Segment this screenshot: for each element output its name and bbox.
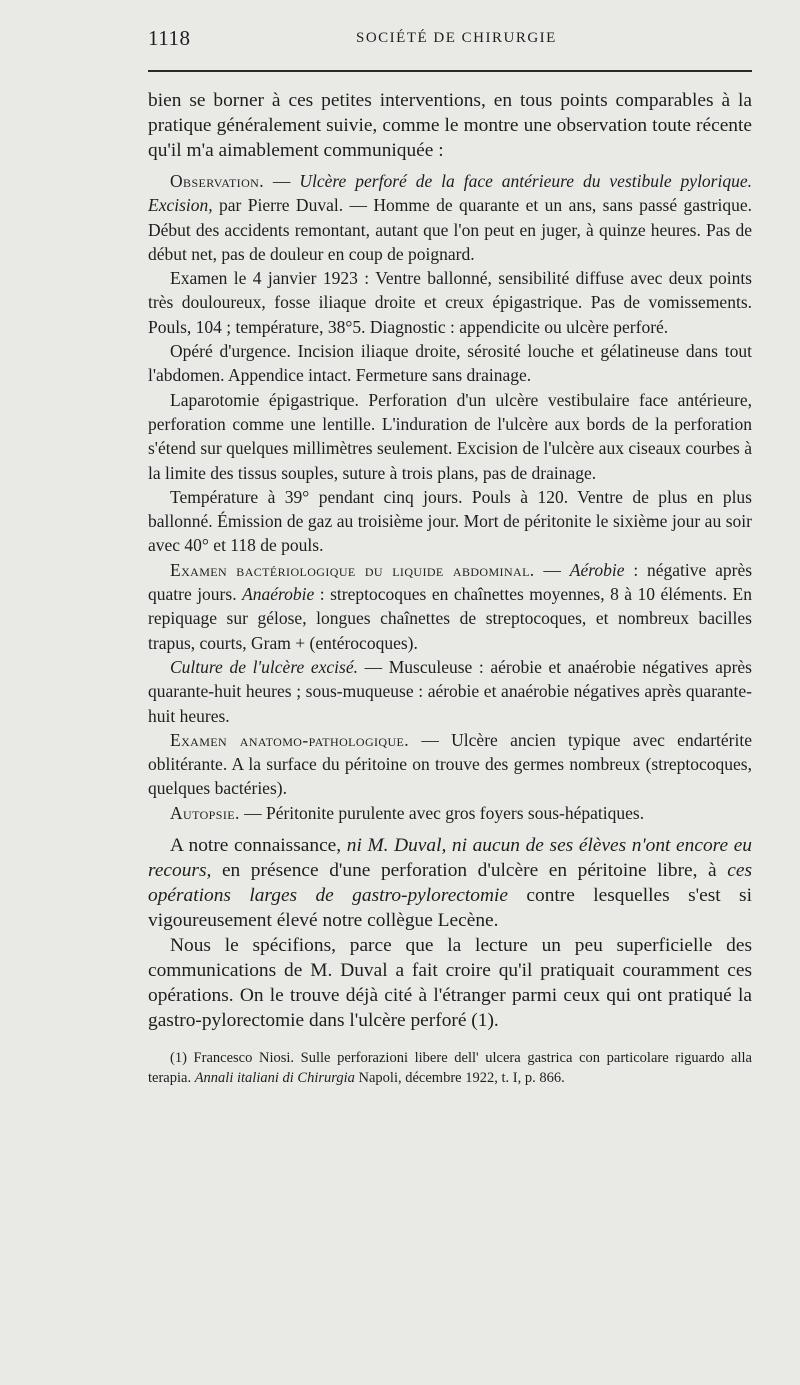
conclusion-paragraph-2: Nous le spécifions, parce que la lecture un peu superficielle des communications de M. Duval a fait croire qu'il pratiquait couramment ces opérations. On le trouve déjà cité à l'étranger parmi ceux qui ont pratiqué la gastro-pylorectomie dans l'ulcère perforé (1). (148, 935, 752, 1032)
conclusion-italic: ni M. Duval, ni aucun de ses élèves n'ont encore eu recours, (148, 835, 752, 882)
page-number: 1118 (148, 26, 191, 50)
autopsy-text: — Péritonite purulente avec gros foyers sous-hépatiques. (239, 802, 645, 823)
pathology-text: — Ulcère ancien typique avec endartérite oblitérante. A la surface du péritoine on trouve des germes nombreux (streptocoques, quelques bactéries). (148, 729, 752, 799)
observation-label: Observation. (170, 171, 264, 191)
footnote (148, 1049, 752, 1088)
pathology-paragraph (148, 728, 752, 801)
culture-text: — Musculeuse : aérobie et anaérobie négatives après quarante-huit heures ; sous-muqueuse : aérobie et anaérobie négatives après quarante-huit heures. (148, 656, 752, 726)
pathology-label: Examen anatomo-pathologique. (170, 729, 410, 750)
culture-paragraph (148, 655, 752, 728)
bacteriology-paragraph: Examen bactériologique du liquide abdominal. — Aérobie : négative après quatre jours. Anaérobie : streptocoques en chaînettes moyennes, 8 à 10 éléments. En repiquage sur gélose, longues chaînettes de streptocoques, et nombreux bacilles trapus, courts, Gram + (entérocoques). (148, 559, 753, 653)
surgery-paragraph: Opéré d'urgence. Incision iliaque droite, sérosité louche et gélatineuse dans tout l'abdomen. Appendice intact. Fermeture sans drainage. (148, 341, 752, 386)
conclusion-block (148, 833, 752, 1033)
autopsy-label: Autopsie. (170, 802, 240, 823)
observation-dash: — (263, 171, 300, 191)
anaerobie-label: Anaérobie (242, 584, 315, 605)
body-text (148, 88, 752, 1088)
autopsy-paragraph (148, 801, 752, 825)
observation-block (148, 169, 752, 825)
observation-title: Ulcère perforé de la face antérieure du vestibule pylorique. Excision, (148, 171, 752, 216)
bacteriology-label: Examen bactériologique du liquide abdominal. (170, 559, 535, 580)
conclusion-paragraph-1 (148, 833, 752, 933)
aerobie-text: : négative après quatre jours. (148, 559, 753, 605)
footnote-journal: Annali italiani di Chirurgia (194, 1069, 355, 1086)
intro-paragraph: bien se borner à ces petites interventions, en tous points comparables à la pratique généralement suivie, comme le montre une observation toute récente qu'il m'a aimablement communiquée : (148, 90, 752, 161)
conclusion-start: A notre connaissance, (170, 835, 347, 857)
footnote-end: Napoli, décembre 1922, t. I, p. 866. (354, 1069, 565, 1086)
course-paragraph: Température à 39° pendant cinq jours. Pouls à 120. Ventre de plus en plus ballonné. Émission de gaz au troisième jour. Mort de péritonite le sixième jour au soir avec 40° et 118 de pouls. (148, 486, 752, 556)
footnote-start: (1) Francesco Niosi. Sulle perforazioni libere dell' ulcera gastrica con particolare riguardo alla terapia. (148, 1050, 752, 1086)
anaerobie-text: : streptocoques en chaînettes moyennes, 8 à 10 éléments. En repiquage sur gélose, longues chaînettes de streptocoques, et nombreux bacilles trapus, courts, Gram + (entérocoques). (148, 584, 752, 653)
exam-paragraph: Examen le 4 janvier 1923 : Ventre ballonné, sensibilité diffuse avec deux points très douloureux, fosse iliaque droite et creux épigastrique. Pas de vomissements. Pouls, 104 ; température, 38°5. Diagnostic : appendicite ou ulcère perforé. (148, 268, 752, 337)
culture-label: Culture de l'ulcère excisé. (170, 656, 358, 677)
conclusion-italic-2: ces opérations larges de gastro-pylorectomie (148, 860, 752, 907)
running-title: SOCIÉTÉ DE CHIRURGIE (356, 30, 557, 46)
conclusion-end: contre lesquelles s'est si vigoureusement élevé notre collègue Lecène. (148, 885, 752, 932)
conclusion-middle: en présence d'une perforation d'ulcère en péritoine libre, à (211, 860, 728, 882)
header-rule (148, 70, 752, 72)
observation-paragraph (148, 169, 752, 266)
laparotomy-paragraph: Laparotomie épigastrique. Perforation d'un ulcère vestibulaire face antérieure, perforation comme une lentille. L'induration de l'ulcère aux bords de la perforation s'étend sur quelques millimètres seulement. Excision de l'ulcère aux ciseaux courbes à la limite des tissus souples, suture à trois plans, pas de drainage. (148, 389, 752, 483)
page-header (148, 26, 752, 52)
aerobie-label: Aérobie (569, 559, 625, 580)
observation-title-rest: par Pierre Duval. — Homme de quarante et un ans, sans passé gastrique. Début des accidents remontant, autant que l'on peut en juger, à quinze heures. Pas de début net, pas de douleur en coup de poignard. (148, 195, 752, 264)
